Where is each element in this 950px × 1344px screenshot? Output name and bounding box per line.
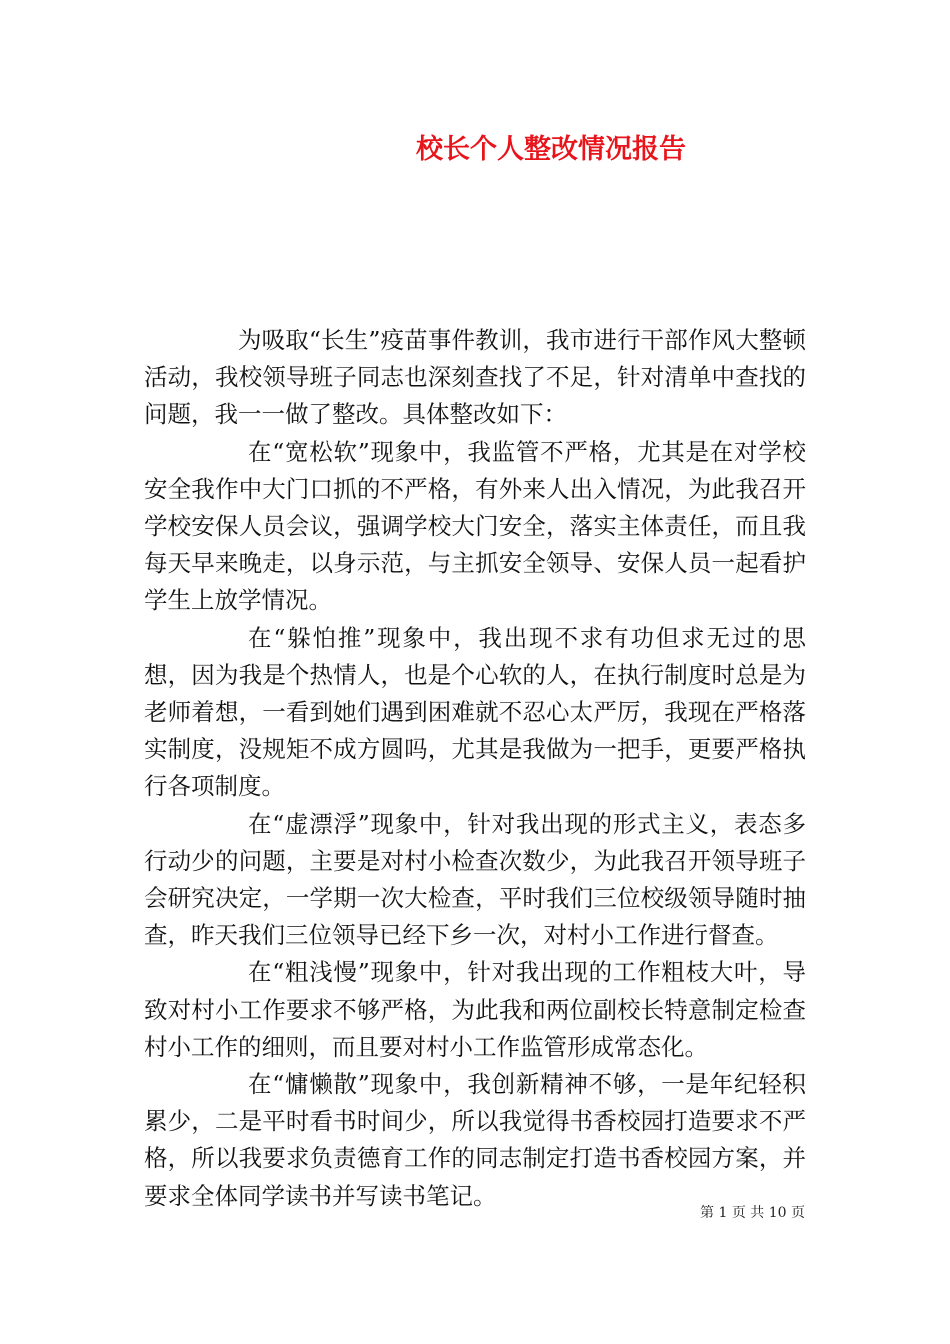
document-body: [144, 322, 806, 1215]
paragraph-kuansongruan: 在“宽松软”现象中，我监管不严格，尤其是在对学校安全我作中大门口抓的不严格，有外来人出入情况，为此我召开学校安保人员会议，强调学校大门安全，落实主体责任，而且我每天早来晚走，以身示范，与主抓安全领导、安保人员一起看护学生上放学情况。: [144, 437, 806, 615]
page-number-footer: 第 1 页 共 10 页: [700, 1205, 805, 1221]
paragraph-cuqianman: 在“粗浅慢”现象中，针对我出现的工作粗枝大叶，导致对村小工作要求不够严格，为此我和两位副校长特意制定检查村小工作的细则，而且要对村小工作监管形成常态化。: [144, 958, 806, 1061]
paragraph-xupiaofu: 在“虚漂浮”现象中，针对我出现的形式主义，表态多行动少的问题，主要是对村小检查次数少，为此我召开领导班子会研究决定，一学期一次大检查，平时我们三位校级领导随时抽查，昨天我们三位领导已经下乡一次，对村小工作进行督查。: [144, 809, 806, 950]
paragraph-duopatui: 在“躲怕推”现象中，我出现不求有功但求无过的思想，因为我是个热情人，也是个心软的人，在执行制度时总是为老师着想，一看到她们遇到困难就不忍心太严厉，我现在严格落实制度，没规矩不成方圆吗，尤其是我做为一把手，更要严格执行各项制度。: [144, 623, 806, 801]
paragraph-intro: 为吸取“长生”疫苗事件教训，我市进行干部作风大整顿活动，我校领导班子同志也深刻查找了不足，针对清单中查找的问题，我一一做了整改。具体整改如下：: [144, 326, 806, 429]
paragraph-yonglansan: 在“慵懒散”现象中，我创新精神不够，一是年纪轻积累少，二是平时看书时间少，所以我觉得书香校园打造要求不严格，所以我要求负责德育工作的同志制定打造书香校园方案，并要求全体同学读书并写读书笔记。: [144, 1070, 806, 1210]
document-title: 校长个人整改情况报告: [416, 134, 686, 165]
